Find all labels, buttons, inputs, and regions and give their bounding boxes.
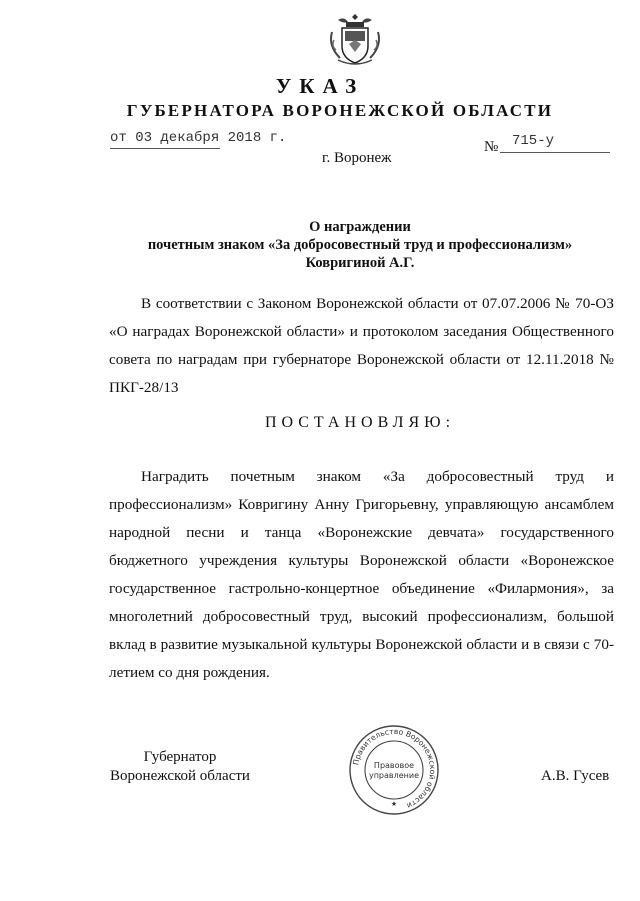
signatory-name: А.В. Гусев xyxy=(541,768,610,784)
seal-center-line-2: управление xyxy=(368,771,420,780)
document-date: от 03 декабря 2018 г. xyxy=(110,130,287,146)
coat-of-arms-emblem xyxy=(324,10,386,68)
seal-ring-text: Правительство Воронежской области xyxy=(351,726,438,811)
issuer-heading: ГУБЕРНАТОРА ВОРОНЕЖСКОЙ ОБЛАСТИ xyxy=(126,101,554,120)
official-seal-stamp xyxy=(348,724,440,816)
preamble-paragraph: В соответствии с Законом Воронежской области от 07.07.2006 № 70-ОЗ «О наградах Воронежской области» и протоколом заседания Общественного совета по наградам при губернаторе Воронежской области от 12.11.2018 № ПКГ-28/13 xyxy=(109,295,614,396)
signatory-title-line-2: Воронежской области xyxy=(110,768,250,784)
subject-line-2: почетным знаком «За добросовестный труд и профессионализм» xyxy=(147,237,573,253)
document-type-heading: УКАЗ xyxy=(275,74,365,98)
subject-line-1: О награждении xyxy=(309,219,411,235)
seal-center-line-1: Правовое xyxy=(373,761,415,770)
order-paragraph: Наградить почетным знаком «За добросовестный труд и профессионализм» Ковригину Анну Григорьевну, управляющую ансамблем народной песни и танца «Воронежские девчата» государственного бюджетного учреждения культуры Воронежской области «Воронежское государственное гастрольно-концертное объединение «Филармония», за многолетний добросовестный труд, высокий профессионализм, большой вклад в развитие музыкальной культуры Воронежской области и в связи с 70-летием со дня рождения. xyxy=(109,468,614,681)
number-label: № xyxy=(484,139,499,155)
signatory-title xyxy=(110,748,250,786)
document-subject xyxy=(120,218,600,272)
number-underline xyxy=(500,152,610,153)
city-label: г. Воронеж xyxy=(322,150,392,166)
signatory-title-line-1: Губернатор xyxy=(143,749,217,765)
date-underline xyxy=(110,148,220,149)
seal-star-icon: ★ xyxy=(390,800,398,808)
subject-line-3: Ковригиной А.Г. xyxy=(305,255,415,271)
decree-heading: ПОСТАНОВЛЯЮ: xyxy=(264,414,456,431)
document-number: 715-у xyxy=(512,133,555,149)
